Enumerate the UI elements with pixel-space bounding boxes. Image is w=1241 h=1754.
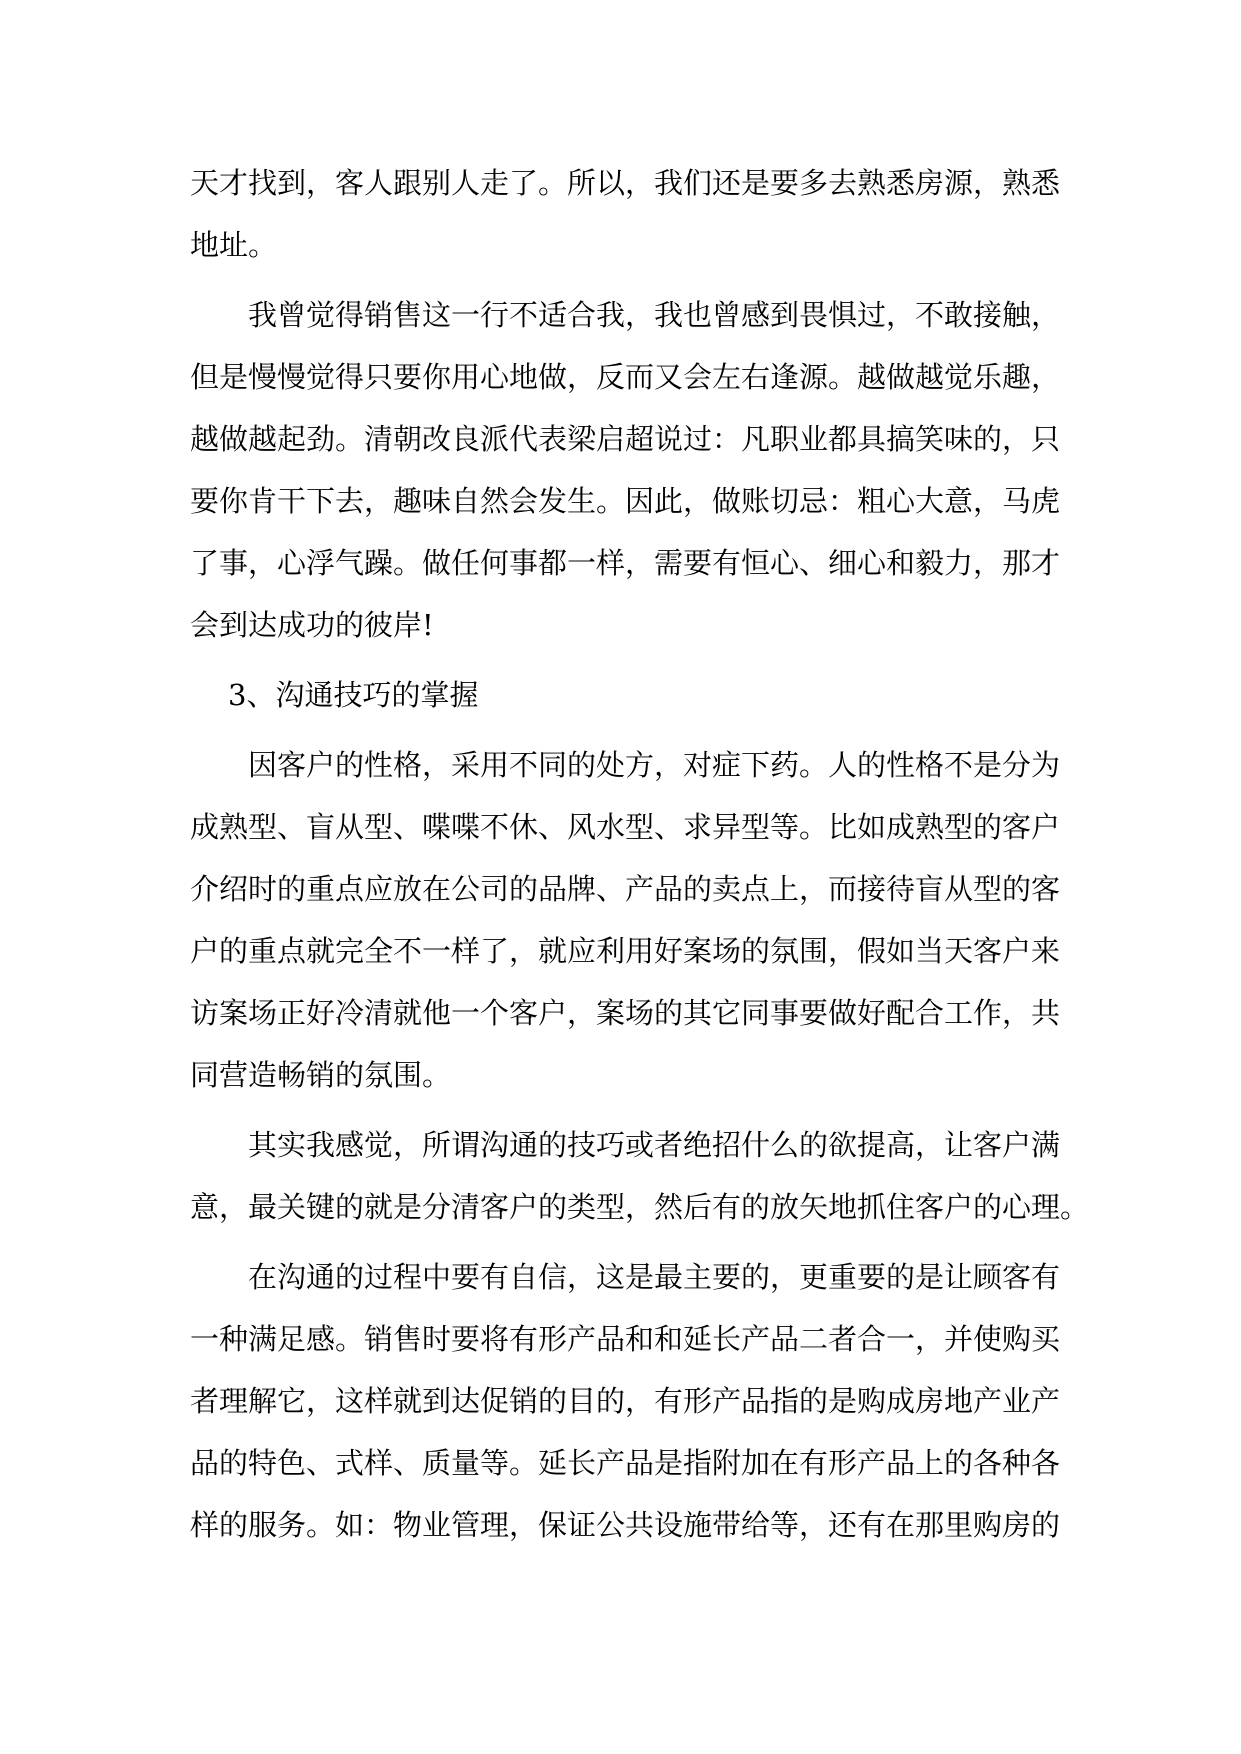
text-line: 地址。 — [190, 228, 278, 262]
text-line: 因客户的性格，采用不同的处方，对症下药。人的性格不是分为 — [248, 748, 1061, 782]
text-line: 一种满足感。销售时要将有形产品和和延长产品二者合一，并使购买 — [190, 1322, 1061, 1356]
text-line: 成熟型、盲从型、喋喋不休、风水型、求异型等。比如成熟型的客户 — [190, 810, 1061, 844]
paragraph-5 — [190, 1246, 1061, 1556]
paragraph-2 — [190, 284, 1061, 656]
text-line: 品的特色、式样、质量等。延长产品是指附加在有形产品上的各种各 — [190, 1446, 1061, 1480]
paragraph-3 — [190, 734, 1061, 1106]
text-line: 越做越起劲。清朝改良派代表梁启超说过：凡职业都具搞笑味的，只 — [190, 422, 1061, 456]
document-page — [190, 152, 1090, 1556]
text-line: 样的服务。如：物业管理，保证公共设施带给等，还有在那里购房的 — [190, 1508, 1061, 1542]
text-line: 我曾觉得销售这一行不适合我，我也曾感到畏惧过，不敢接触， — [248, 298, 1061, 332]
text-line: 在沟通的过程中要有自信，这是最主要的，更重要的是让顾客有 — [248, 1260, 1061, 1294]
paragraph-1 — [190, 152, 1061, 276]
text-line: 介绍时的重点应放在公司的品牌、产品的卖点上，而接待盲从型的客 — [190, 872, 1061, 906]
text-line: 同营造畅销的氛围。 — [190, 1058, 452, 1092]
text-line: 会到达成功的彼岸! — [190, 608, 434, 642]
text-line: 者理解它，这样就到达促销的目的，有形产品指的是购成房地产业产 — [190, 1384, 1061, 1418]
text-line: 意，最关键的就是分清客户的类型，然后有的放矢地抓住客户的心理。 — [190, 1190, 1090, 1224]
text-line: 其实我感觉，所谓沟通的技巧或者绝招什么的欲提高，让客户满 — [248, 1128, 1061, 1162]
text-line: 要你肯干下去，趣味自然会发生。因此，做账切忌：粗心大意，马虎 — [190, 484, 1061, 518]
paragraph-4 — [190, 1114, 1090, 1238]
section-heading: 3、沟通技巧的掌握 — [228, 678, 479, 712]
text-line: 天才找到，客人跟别人走了。所以，我们还是要多去熟悉房源，熟悉 — [190, 166, 1061, 200]
text-line: 户的重点就完全不一样了，就应利用好案场的氛围，假如当天客户来 — [190, 934, 1061, 968]
text-line: 了事，心浮气躁。做任何事都一样，需要有恒心、细心和毅力，那才 — [190, 546, 1061, 580]
text-line: 访案场正好冷清就他一个客户，案场的其它同事要做好配合工作，共 — [190, 996, 1061, 1030]
text-line: 但是慢慢觉得只要你用心地做，反而又会左右逢源。越做越觉乐趣， — [190, 360, 1061, 394]
